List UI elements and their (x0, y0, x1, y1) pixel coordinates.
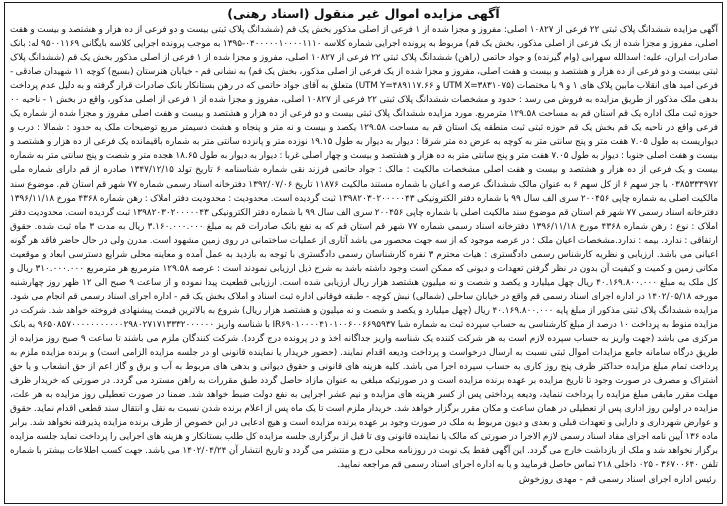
auction-notice (4, 2, 723, 504)
notice-signature: رئیس اداره اجرای اسناد رسمی قم - مهدی روزخوش (518, 474, 716, 485)
notice-body (5, 23, 722, 473)
notice-body-paragraph: آگهی مزایده ششدانگ پلاک ثبتی ۲۲ فرعی از ۱۰۸۲۷ اصلی: مفروز و مجزا شده از ۱ فرعی از اصلی مذکور بخش یک قم (ششدانگ پلاک ثبتی بیست و دو فرعی از ده هزار و هشتصد و بیست و هفت اصلی، مفروز و مجزا شده از یک فرعی از اصلی مذکور، بخش یک قم) مربوط به پرونده اجرایی شماره کلاسه ۰۴۰۰۰۰۰۱۰۰۰۰۱۱۱۰-۱۳۹۵ به موجب پرونده اجرایی کلاسه بایگانی ۹۵۰۰۱۱۶۹ له: بانک صادرات ایران، علیه: اسدالله سهرابی (وام گیرنده) و جواد حاتمی (راهن) ششدانگ پلاک ثبتی ۲۲ فرعی از ۱۰۸۲۷ اصلی، مفروز و مجزا شده از ۱ فرعی از اصلی مذکور بخش یک قم (ششدانگ پلاک ثبتی بیست و دو فرعی از ده هزار و هشتصد و بیست و هفت اصلی، مفروز و مجزا شده از یک فرعی از اصلی مذکور، بخش یک قم) به نشانی قم - خیابان هنرستان (بسیج) کوچه ۱۱ شهیدان صادقی - فرعی امید های انقلاب مابین پلاک های ۱ و ۹ با مختصات (UTM X=۳۸۳۱۰۷۵ و UTM Y=۴۸۹۱۱۷.۶۶) متعلق به آقای جواد حاتمی که در رهن بستانکار بانک صادرات قرار گرفته و به دلیل عدم پرداخت بدهی ملک مذکور از طریق مزایده به فروش می رسد : حدود و مشخصات ششدانگ پلاک ثبتی ۲۲ فرعی از ۱۰۸۲۷ اصلی، مفروز و مجزا شده از ۱ فرعی از اصلی مذکور، واقع در بخش ۱ - ناحیه ۰۰ حوزه ثبت ملک اداره یک قم استان قم به مساحت ۱۲۹.۵۸ مترمربع. مورد مزایده ششدانگ پلاک ثبتی بیست و دو فرعی از ده هزار و هشتصد و بیست و هفت اصلی مفروز و مجزا شده از شماره یک فرعی واقع در ناحیه یک قم بخش یک قم حوزه ثبتی ثبت منطقه یک استان قم به مساحت ۱۲۹.۵۸ یکصد و بیست و نه متر و پنجاه و هشت دسیمتر مربع توضیحات ملک به حدود : شمالا : درب و دیواریست به طول ۷.۰۵ هفت متر و پنج سانتی متر به کوچه به عرض ده متر شرقا : دیوار به دیوار به طول ۱۹.۱۵ نوزده متر و پانزده سانتی متر به شماره باقیمانده یک فرعی از ده هزار و هشتصد و بیست و هفت اصلی جنوبا : دیوار به طول ۷.۰۵ هفت متر و پنج سانتی متر به ده هزار و هشتصد و بیست و چهار اصلی غربا : دیوار به دیوار به طول ۱۸.۶۵ هجده متر و شصت و پنج سانتی متر به شماره بیست و یک فرعی از ده هزار و هشتصد و بیست و هفت اصلی مشخصات مالکیت : مالک : جواد حاتمی فرزند نقی شماره شناسنامه ۶ تاریخ تولد ۱۳۴۷/۱۲/۱۵ صادره از قم دارای شماره ملی ۰۳۸۵۳۳۳۹۷۲ با جز سهم ۶ از کل سهم ۶ به عنوان مالک ششدانگ عرصه و اعیان با شماره مستند مالکیت ۱۱۸۷۶ تاریخ ۱۳۹۲/۰۷/۰۶ دفترخانه اسناد رسمی شماره ۷۷ شهر قم استان قم. موضوع سند مالکیت اصلی به شماره چاپی ۲۰۰۴۵۶ سری الف سال ۹۹ با شماره دفتر الکترونیکی ۱۳۹۸۲۰۳۰۲۰۰۰۰۰۴۳ ثبت گردیده است. محدودیت : محدودیت دفتر املاک : رهن شماره ۴۳۶۸ مورخ ۱۳۹۶/۱۱/۱۸ دفترخانه اسناد رسمی ۷۷ شهر قم استان قم موضوع سند مالکیت اصلی با شماره چاپی ۲۰۰۴۵۶ سری الف سال ۹۹ با شماره دفتر الکترونیکی ۱۳۹۸۲۰۳۰۲۰۰۰۰۰۴۳ ثبت گردیده است. محدودیت دفتر املاک : نوع : رهن شماره ۴۳۶۸ مورخ ۱۳۹۶/۱۱/۱۸ دفترخانه اسناد رسمی شماره ۷۷ شهر قم استان قم که به نفع بانک صادرات قم به مبلغ ۳.۱۶۰.۰۰۰.۰۰۰ ریال به مدت ۳ ماه ثبت شده. حقوق ارتفاقی : ندارد. بیمه : ندارد.مشخصات اعیان ملک : در عرصه موجود که از سه جهت محصور می باشد آثاری از عملیات ساختمانی در روی زمین مشهود است. مدرن ولی در حال حاضر فاقد هر گونه اعیانی می باشد. ارزیابی و نظریه کارشناس رسمی دادگستری : هیات محترم ۳ نفره کارشناسان رسمی دادگستری با توجه به بازدید به عمل آمده و معاینه محلی شرایع دسترسی ابعاد و موقعیت مکانی زمین و کمیت و کیفیت آن بدون در نظر گرفتن تعهدات و دیونی که ممکن است وجود داشته باشد به شرح ذیل ارزیابی نمودند است : عرصه ۱۲۹.۵۸ مترمربع هر مترمربع ۳۱۰.۰۰۰.۰۰۰ ریال و کل ملک به مبلغ ۴۰.۱۶۹.۸۰۰.۰۰۰ ریال چهل میلیارد و یکصد و شصت و نه میلیون هشتصد هزار ریال ارزیابی شده است. ارزیابی قطعیت پیدا نموده و از ساعت ۹ صبح الی ۱۲ ظهر روز چهارشنبه مورخه ۱۴۰۲/۰۵/۱۸ در اداره اجرای اسناد رسمی قم واقع در خیابان ساحلی (شمالی) نبش کوچه - طبقه فوقانی اداره ثبت اسناد و املاک بخش یک قم - اداره اجرای اسناد رسمی قم انجام می شود. مزایده ششدانگ پلاک ثبتی مذکور از مبلغ پایه ۴۰.۱۶۹.۸۰۰.۰۰۰ ریال (چهل میلیارد و یکصد و شصت و نه میلیون و هشتصد هزار ریال) شروع به بالاترین قیمت پیشنهادی فروخته خواهد شد. شرکت در مزایده منوط به پرداخت ۱۰ درصد از مبلغ کارشناسی به حساب سپرده ثبت به شماره شبا IR۶۹۰۱۰۰۰۰۴۱۰۱۰۰۶۰۰۶۶۹۵۹۳۷ با شناسه واریز ۹۶۵۰۸۵۷۰۰۰۰۰۰۰۰۰۰۰۲۹۸۰۲۷۱۷۱۳۳۳۲۰۰۰۰۰۰ به بانک مرکزی می باشد (جهت واریز به حساب سپرده لازم است به هر شرکت کننده یک شناسه واریز جداگانه اخذ و در پرونده درج گردد). شرکت کنندگان ملزم می باشند تا ساعت ۹ صبح روز مزایده از طریق درگاه سامانه جامع مزایدات اموال ثبتی نسبت به ارسال درخواست و پرداخت ودیعه اقدام نمایند. (حضور خریدار یا نماینده قانونی او در جلسه مزایده الزامی است) و برنده مزایده ملزم به پرداخت تمام مبلغ مزایده حداکثر ظرف پنج روز کاری به حساب سپرده اجرا می باشد. کلیه هزینه های قانونی و حقوق دیوانی و بدهی های مربوط به آب و برق و گاز اعم از حق انشعاب و یا حق اشتراک و مصرف در صورت وجود تا تاریخ مزایده بر عهده برنده مزایده است و در صورتیکه مبلغی به عنوان مازاد حاصل گردد طبق مقررات به راهن مسترد می گردد. در صورتی که خریدار ظرف مهلت مقرر مابقی مبلغ مزایده را پرداخت ننماید، ودیعه پرداختی پس از کسر هزینه های مزایده و نیم عشر اجرایی به نفع دولت ضبط خواهد شد. ضمنا در صورت تعطیلی روز مزایده به هر علت، مزایده در اولین روز اداری پس از تعطیلی در همان ساعت و مکان مقرر برگزار خواهد شد. خریدار ملزم است تا یک ماه پس از اعلام برنده شدن نسبت به نقل و انتقال سند قطعی اقدام نماید. حقوق و عوارض شهرداری و دارایی و تعهدات قبلی و بعدی و دیون مربوط به ملک در صورت وجود بر عهده برنده مزایده است و هیچ ادعایی در این خصوص از طرف برنده مزایده پذیرفته نخواهد شد. برابر ماده ۱۳۶ آیین نامه اجرای مفاد اسناد رسمی لازم الاجرا در صورتی که مالک یا نماینده قانونی وی تا قبل از برگزاری جلسه مزایده کل طلب بستانکار و هزینه های اجرایی را پرداخت نماید جلسه مزایده برگزار نخواهد شد و ملک از بازداشت خارج می گردد. این آگهی فقط یک نوبت در روزنامه محلی درج و منتشر می گردد و تاریخ انتشار آن ۱۴۰۲/۰۴/۲۴ می باشد. جهت کسب اطلاعات بیشتر با شماره تلفن ۳۶۷۰۰۶۴۰ - ۰۲۵ داخلی ۲۱۸ تماس حاصل فرمایید و یا به اداره اجرای اسناد رسمی قم مراجعه نمایید. (10, 25, 719, 471)
notice-title: آگهی مزایده اموال غیر منقول (اسناد رهنی) (227, 6, 500, 21)
